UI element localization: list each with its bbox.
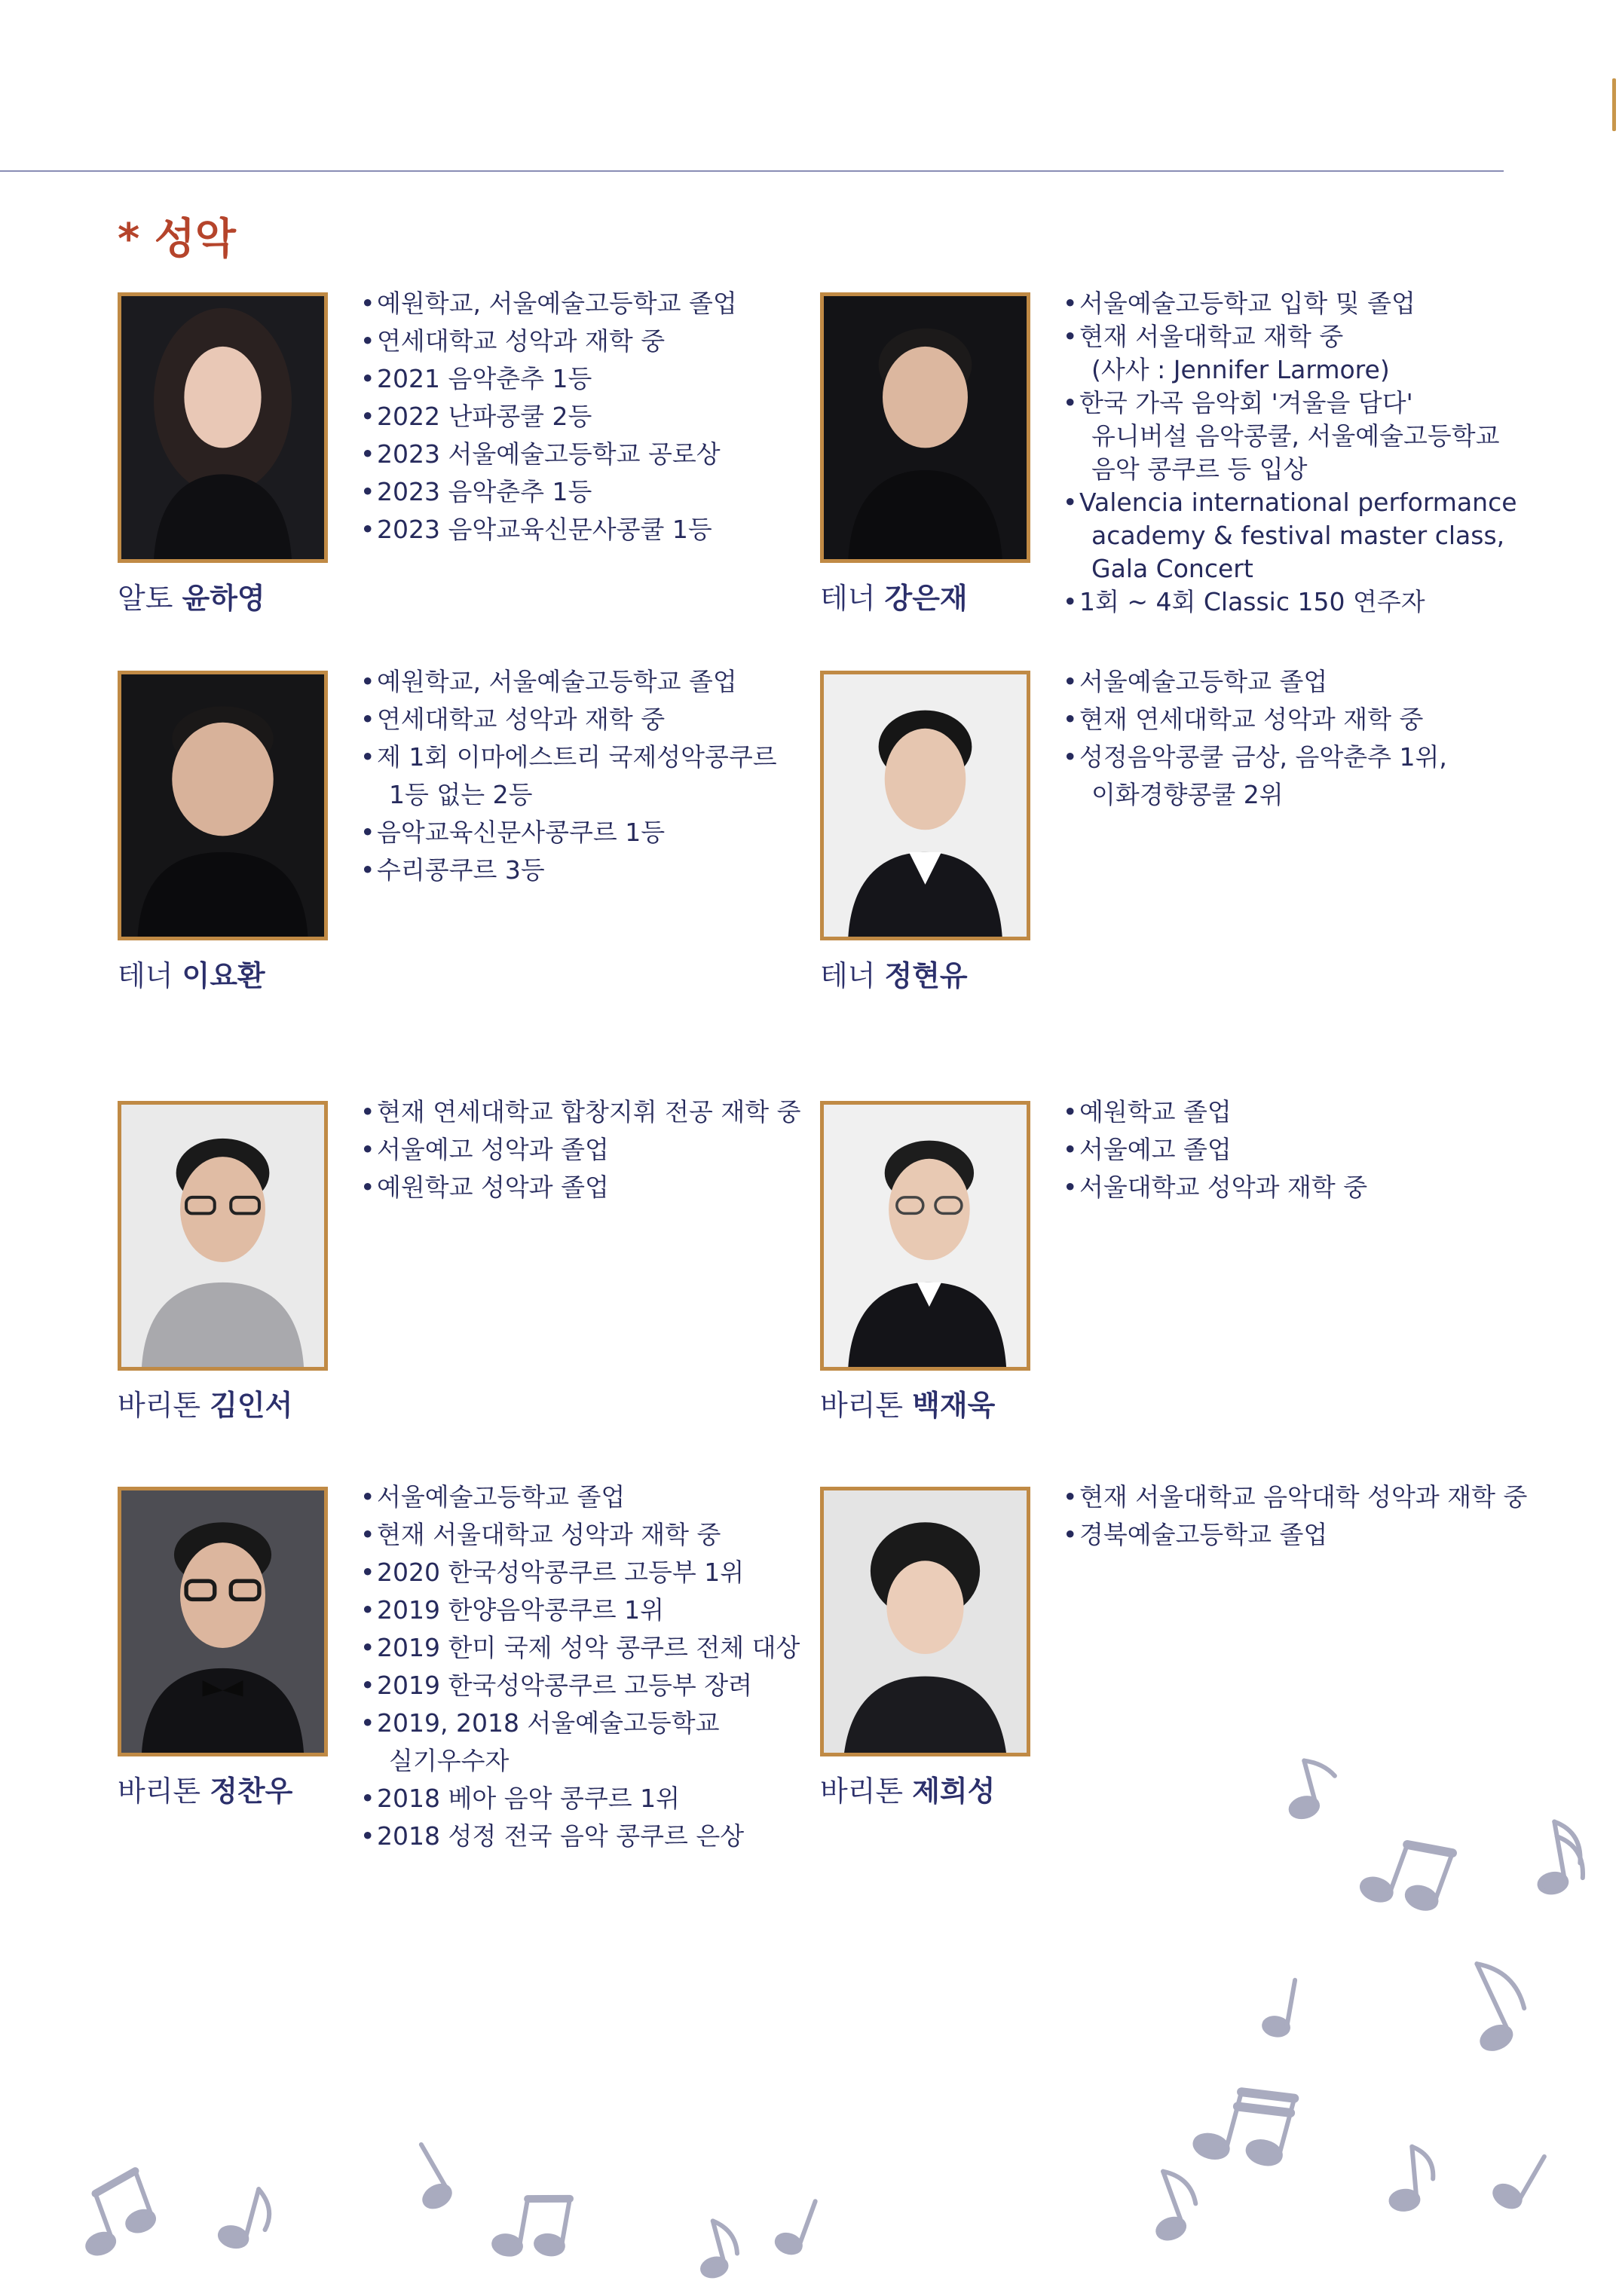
bio-item: • 경북예술고등학교 졸업 [1063, 1516, 1527, 1554]
bio-item: • 2018 베아 음악 콩쿠르 1위 [360, 1780, 800, 1818]
bio-item: • 2022 난파콩쿨 2등 [360, 398, 737, 436]
bio-item: • 서울대학교 성악과 재학 중 [1063, 1169, 1367, 1206]
bio-item-continued: 음악 콩쿠르 등 입상 [1091, 454, 1308, 484]
bio-item: • 현재 서울대학교 재학 중 [1063, 320, 1517, 353]
portrait-photo [820, 1101, 1030, 1371]
bio-item: • 현재 서울대학교 음악대학 성악과 재학 중 [1063, 1478, 1527, 1516]
music-notes-decoration-icon [0, 1748, 1619, 2296]
portrait-silhouette-icon [824, 296, 1027, 559]
bio-item: • 예원학교, 서울예술고등학교 졸업 [360, 663, 777, 701]
portrait-silhouette-icon [121, 1490, 324, 1753]
bio-item: • 서울예고 성악과 졸업 [360, 1131, 801, 1169]
bio-item-continued: 유니버설 음악콩쿨, 서울예술고등학교 [1091, 421, 1500, 451]
portrait-silhouette-icon [824, 674, 1027, 937]
singer-name: 바리톤 백재욱 [820, 1389, 996, 1422]
bio-item: • 예원학교 졸업 [1063, 1093, 1367, 1131]
bio-item: • 서울예고 졸업 [1063, 1131, 1367, 1169]
bio-item-continued: (사사 : Jennifer Larmore) [1091, 355, 1390, 384]
bio-item: • 예원학교, 서울예술고등학교 졸업 [360, 285, 737, 323]
portrait-photo [820, 1487, 1030, 1756]
singer-name: 테너 정현유 [820, 959, 968, 992]
bio-item: • 현재 연세대학교 합창지휘 전공 재학 중 [360, 1093, 801, 1131]
bio-item: • 2021 음악춘추 1등 [360, 360, 737, 398]
bio-item: • 2019, 2018 서울예술고등학교 [360, 1704, 800, 1742]
page-edge-tab [1612, 78, 1616, 131]
bio-item-continued: 실기우수자 [389, 1746, 510, 1775]
header-divider [0, 170, 1504, 172]
singer-bio [1063, 1093, 1367, 1206]
bio-item: • 현재 연세대학교 성악과 재학 중 [1063, 701, 1447, 738]
bio-item-continued: 이화경향콩쿨 2위 [1091, 780, 1284, 809]
portrait-silhouette-icon [121, 1105, 324, 1367]
bio-item: • 2023 음악춘추 1등 [360, 473, 737, 511]
bio-item: • 현재 서울대학교 성악과 재학 중 [360, 1516, 800, 1554]
bio-item: • 음악교육신문사콩쿠르 1등 [360, 814, 777, 851]
singer-name: 테너 이요환 [118, 959, 265, 992]
section-title: * 성악 [118, 215, 236, 264]
bio-item: • 2019 한국성악콩쿠르 고등부 장려 [360, 1667, 800, 1704]
singer-bio [360, 285, 737, 549]
bio-item-continued: academy & festival master class, [1091, 521, 1505, 550]
bio-item: • 2020 한국성악콩쿠르 고등부 1위 [360, 1554, 800, 1591]
bio-item: • 서울예술고등학교 졸업 [1063, 663, 1447, 701]
singer-bio [1063, 663, 1447, 814]
singer-bio [1063, 287, 1517, 619]
bio-item: • 성정음악콩쿨 금상, 음악춘추 1위, [1063, 738, 1447, 776]
bio-item: • 1회 ~ 4회 Classic 150 연주자 [1063, 585, 1517, 619]
portrait-photo [820, 671, 1030, 940]
bio-item: • 서울예술고등학교 입학 및 졸업 [1063, 287, 1517, 320]
singer-name: 알토 윤하영 [118, 582, 265, 615]
portrait-silhouette-icon [824, 1105, 1027, 1367]
bio-item: • 2023 서울예술고등학교 공로상 [360, 436, 737, 473]
singer-bio [360, 663, 777, 889]
bio-item: • Valencia international performance [1063, 486, 1517, 519]
singer-name: 바리톤 정찬우 [118, 1775, 293, 1808]
bio-item: • 연세대학교 성악과 재학 중 [360, 701, 777, 738]
bio-item: • 한국 가곡 음악회 '겨울을 담다' [1063, 387, 1517, 420]
portrait-photo [820, 292, 1030, 563]
portrait-photo [118, 671, 328, 940]
portrait-photo [118, 1487, 328, 1756]
bio-item-continued: Gala Concert [1091, 554, 1253, 583]
bio-item-continued: 1등 없는 2등 [389, 780, 533, 809]
bio-item: • 제 1회 이마에스트리 국제성악콩쿠르 [360, 738, 777, 776]
bio-item: • 2019 한미 국제 성악 콩쿠르 전체 대상 [360, 1629, 800, 1667]
portrait-photo [118, 292, 328, 563]
bio-item: • 2023 음악교육신문사콩쿨 1등 [360, 511, 737, 549]
singer-name: 테너 강은재 [820, 582, 968, 615]
bio-item: • 서울예술고등학교 졸업 [360, 1478, 800, 1516]
singer-bio [1063, 1478, 1527, 1554]
bio-item: • 수리콩쿠르 3등 [360, 851, 777, 889]
bio-item: • 2018 성정 전국 음악 콩쿠르 은상 [360, 1818, 800, 1855]
bio-item: • 연세대학교 성악과 재학 중 [360, 323, 737, 360]
singer-bio [360, 1093, 801, 1206]
bio-item: • 2019 한양음악콩쿠르 1위 [360, 1591, 800, 1629]
singer-name: 바리톤 김인서 [118, 1389, 293, 1422]
portrait-silhouette-icon [121, 296, 324, 559]
portrait-silhouette-icon [121, 674, 324, 937]
portrait-silhouette-icon [824, 1490, 1027, 1753]
portrait-photo [118, 1101, 328, 1371]
singer-name: 바리톤 제희성 [820, 1775, 996, 1808]
bio-item: • 예원학교 성악과 졸업 [360, 1169, 801, 1206]
